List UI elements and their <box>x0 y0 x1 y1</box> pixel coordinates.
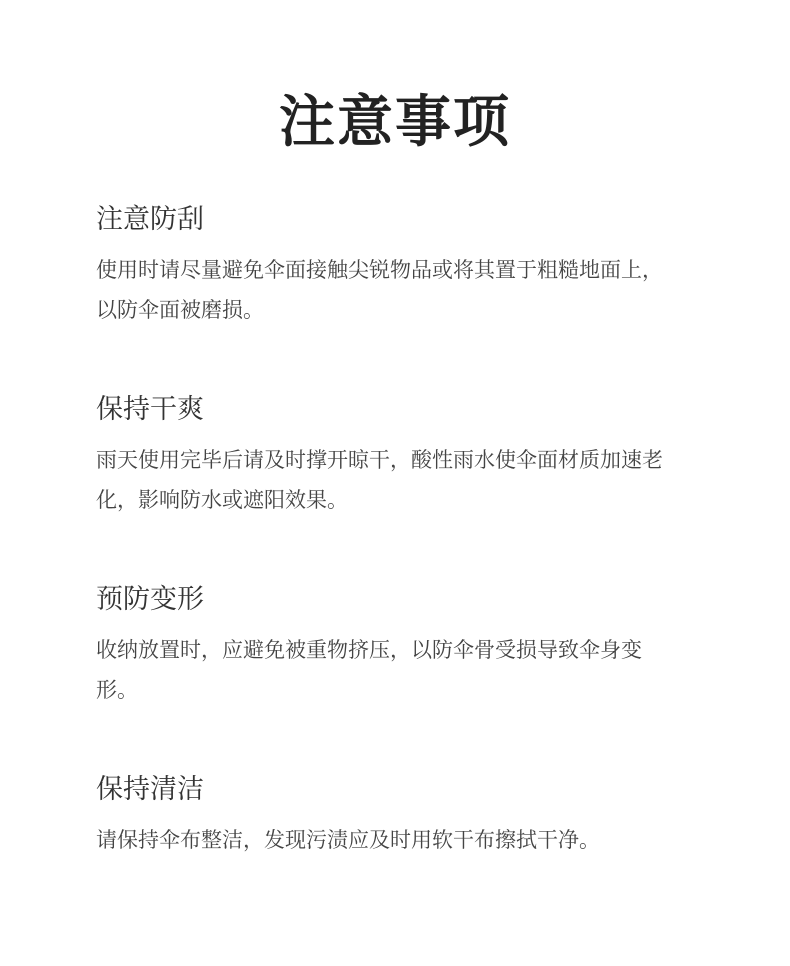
section-scratch-prevention <box>96 200 696 330</box>
section-heading: 预防变形 <box>96 584 204 615</box>
section-prevent-deformation <box>96 580 696 710</box>
page-title: 注意事项 <box>279 90 511 155</box>
section-keep-clean <box>96 770 696 860</box>
section-body: 雨天使用完毕后请及时撑开晾干，酸性雨水使伞面材质加速老化，影响防水或遮阳效果。 <box>96 448 663 512</box>
section-heading: 保持清洁 <box>96 774 204 805</box>
section-heading: 注意防刮 <box>96 204 204 235</box>
section-body: 请保持伞布整洁，发现污渍应及时用软干布擦拭干净。 <box>96 828 600 852</box>
section-heading: 保持干爽 <box>96 394 204 425</box>
section-keep-dry <box>96 390 696 520</box>
section-body: 使用时请尽量避免伞面接触尖锐物品或将其置于粗糙地面上，以防伞面被磨损。 <box>96 258 663 322</box>
section-body: 收纳放置时，应避免被重物挤压，以防伞骨受损导致伞身变形。 <box>96 638 642 702</box>
